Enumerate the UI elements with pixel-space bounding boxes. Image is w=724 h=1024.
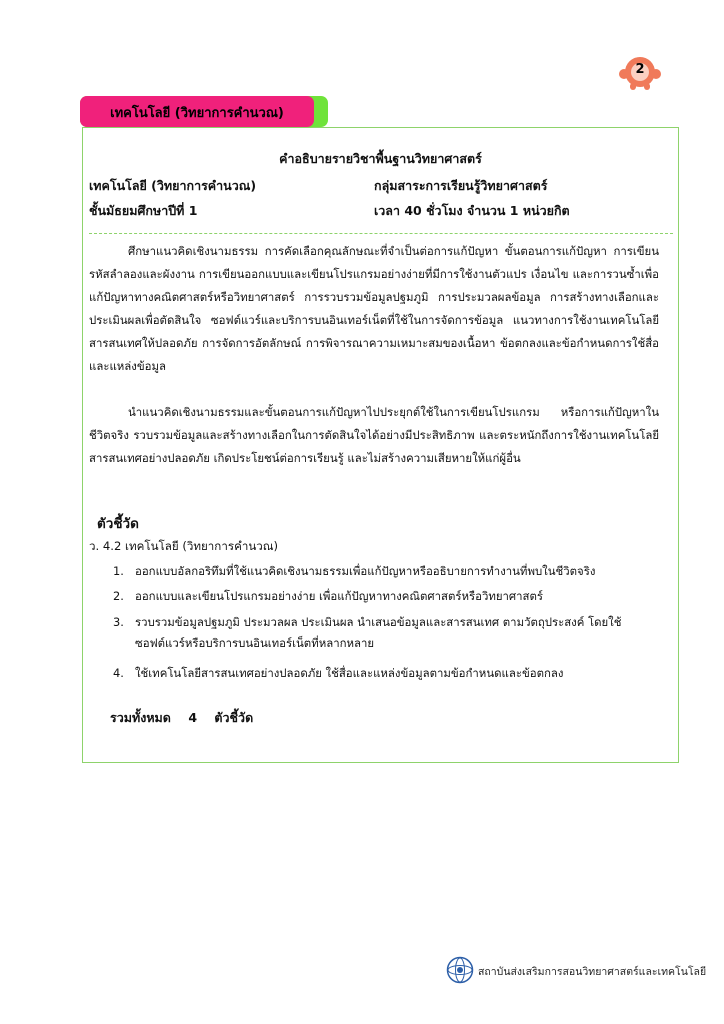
indicator-number: 4. — [113, 666, 124, 680]
grade-level: ชั้นมัธยมศึกษาปีที่ 1 — [89, 203, 198, 218]
footer-organization: สถาบันส่งเสริมการสอนวิทยาศาสตร์และเทคโนโลยี — [478, 966, 707, 978]
indicator-text: ออกแบบและเขียนโปรแกรมอย่างง่าย เพื่อแก้ปัญหาทางคณิตศาสตร์หรือวิทยาศาสตร์ — [135, 589, 544, 603]
indicator-number: 2. — [113, 589, 124, 603]
indicator-text: ออกแบบอัลกอริทึมที่ใช้แนวคิดเชิงนามธรรมเพื่อแก้ปัญหาหรืออธิบายการทำงานที่พบในชีวิตจริง — [135, 564, 596, 578]
learning-group: กลุ่มสาระการเรียนรู้วิทยาศาสตร์ — [374, 178, 548, 193]
section-tab — [80, 96, 328, 127]
standard-code: ว. 4.2 เทคโนโลยี (วิทยาการคำนวณ) — [89, 539, 279, 553]
page-number: 2 — [635, 62, 645, 77]
indicator-number: 1. — [113, 564, 124, 578]
indicator-number: 3. — [113, 615, 124, 629]
course-description-2 — [89, 401, 659, 470]
page-number-badge — [612, 52, 668, 92]
tab-label: เทคโนโลยี (วิทยาการคำนวณ) — [110, 106, 284, 121]
indicators-total: รวมทั้งหมด 4 ตัวชี้วัด — [110, 710, 254, 725]
description-paragraph: ศึกษาแนวคิดเชิงนามธรรม การคัดเลือกคุณลักษณะที่จำเป็นต่อการแก้ปัญหา ขั้นตอนการแก้ปัญหา การเขียนรหัสลำลองและผังงาน การเขียนออกแบบและเขียนโปรแกรมอย่างง่ายที่มีการใช้งานตัวแปร เงื่อนไข และการวนซ้ำเพื่อแก้ปัญหาทางคณิตศาสตร์หรือวิทยาศาสตร์ การรวบรวมข้อมูลปฐมภูมิ การประมวลผลข้อมูล การสร้างทางเลือกและประเมินผลเพื่อตัดสินใจ ซอฟต์แวร์และบริการบนอินเทอร์เน็ตที่ใช้ในการจัดการข้อมูล แนวทางการใช้งานเทคโนโลยีสารสนเทศให้ปลอดภัย การจัดการอัตลักษณ์ การพิจารณาความเหมาะสมของเนื้อหา ข้อตกลงและข้อกำหนดการใช้สื่อและแหล่งข้อมูล — [89, 244, 659, 373]
description-paragraph: นำแนวคิดเชิงนามธรรมและขั้นตอนการแก้ปัญหาไปประยุกต์ใช้ในการเขียนโปรแกรม หรือการแก้ปัญหาในชีวิตจริง รวบรวมข้อมูลและสร้างทางเลือกในการตัดสินใจได้อย่างมีประสิทธิภาพ และตระหนักถึงการใช้งานเทคโนโลยีสารสนเทศอย่างปลอดภัย เกิดประโยชน์ต่อการเรียนรู้ และไม่สร้างความเสียหายให้แก่ผู้อื่น — [89, 405, 659, 465]
doc-title: คำอธิบายรายวิชาพื้นฐานวิทยาศาสตร์ — [279, 151, 482, 166]
indicators-title: ตัวชี้วัด — [97, 516, 139, 532]
time-credit: เวลา 40 ชั่วโมง จำนวน 1 หน่วยกิต — [374, 203, 570, 218]
dashed-divider — [89, 233, 673, 234]
indicator-text: ใช้เทคโนโลยีสารสนเทศอย่างปลอดภัย ใช้สื่อและแหล่งข้อมูลตามข้อกำหนดและข้อตกลง — [135, 666, 564, 680]
subject-name: เทคโนโลยี (วิทยาการคำนวณ) — [89, 178, 257, 193]
indicator-text: รวบรวมข้อมูลปฐมภูมิ ประมวลผล ประเมินผล นำเสนอข้อมูลและสารสนเทศ ตามวัตถุประสงค์ โดยใช้ซอฟต์แวร์หรือบริการบนอินเทอร์เน็ตที่หลากหลาย — [135, 615, 622, 650]
ipst-logo-icon — [446, 956, 474, 984]
course-description — [89, 240, 659, 378]
indicator-item — [113, 612, 653, 656]
